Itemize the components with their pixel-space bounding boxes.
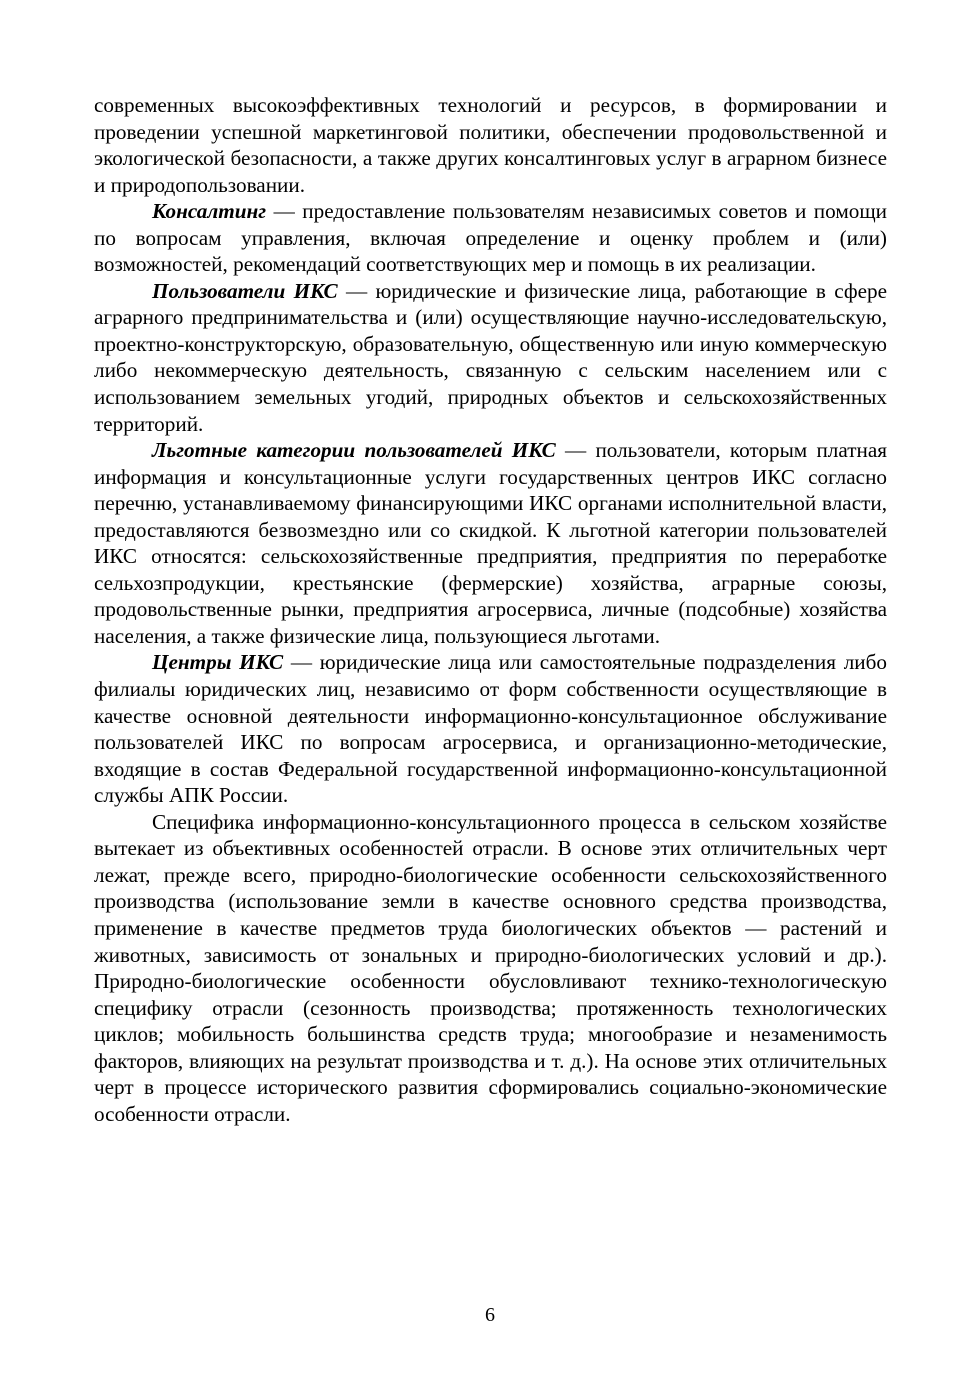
term-consulting: Консалтинг: [152, 199, 267, 224]
term-centers: Центры ИКС: [152, 650, 284, 675]
definition-text: — предоставление пользователям независимых советов и помощи по вопросам управления, включая определение и оценку проблем и (или) возможностей, рекомендаций соответствующих мер и помощь в их реализации.: [94, 199, 887, 277]
definition-centers: [94, 649, 887, 808]
definition-consulting: [94, 198, 887, 278]
paragraph-continuation: [94, 92, 887, 198]
paragraph-specifics: [94, 809, 887, 1128]
page-number: 6: [485, 1304, 495, 1326]
term-privileged-users: Льготные категории пользователей ИКС: [152, 438, 556, 463]
paragraph-text: Специфика информационно-консультационного процесса в сельском хозяйстве вытекает из объективных особенностей отрасли. В основе этих отличительных черт лежат, прежде всего, природно-биологические особенности сельскохозяйственного производства (использование земли в качестве основного средства производства, применение в качестве предметов труда биологических объектов — растений и животных, зависимость от зональных и природно-биологических условий и др.). Природно-биологические особенности обусловливают технико-технологическую специфику отрасли (сезонность производства; протяженность технологических циклов; мобильность большинства средств труда; многообразие и незаменимость факторов, влияющих на результат производства и т. д.). На основе этих отличительных черт в процессе исторического развития сформировались социально-экономические особенности отрасли.: [94, 809, 887, 1126]
definition-text: — пользователи, которым платная информация и консультационные услуги государственных центров ИКС согласно перечню, устанавливаемому финансирующими ИКС органами исполнительной власти, предоставляются безвозмездно или со скидкой. К льготной категории пользователей ИКС относятся: сельскохозяйственные предприятия, предприятия по переработке сельхозпродукции, крестьянские (фермерские) хозяйства, аграрные союзы, продовольственные рынки, предприятия агросервиса, личные (подсобные) хозяйства населения, а также физические лица, пользующиеся льготами.: [94, 438, 887, 648]
definition-users: [94, 278, 887, 437]
definition-text: — юридические и физические лица, работающие в сфере аграрного предпринимательства и (или) осуществляющие научно-исследовательскую, проектно-конструкторскую, образовательную, общественную или иную коммерческую либо некоммерческую деятельность, связанную с сельским населением или с использованием земельных угодий, природных объектов и сельскохозяйственных территорий.: [94, 278, 887, 436]
page-body: [94, 92, 887, 1127]
term-users: Пользователи ИКС: [152, 278, 338, 303]
paragraph-text: современных высокоэффективных технологий и ресурсов, в формировании и проведении успешной маркетинговой политики, обеспечении продовольственной и экологической безопасности, а также других консалтинговых услуг в аграрном бизнесе и природопользовании.: [94, 93, 887, 197]
definition-text: — юридические лица или самостоятельные подразделения либо филиалы юридических лиц, независимо от форм собственности осуществляющие в качестве основной деятельности информационно-консультационное обслуживание пользователей ИКС по вопросам агросервиса, и организационно-методические, входящие в состав Федеральной государственной информационно-консультационной службы АПК России.: [94, 650, 887, 808]
definition-privileged-users: [94, 437, 887, 649]
